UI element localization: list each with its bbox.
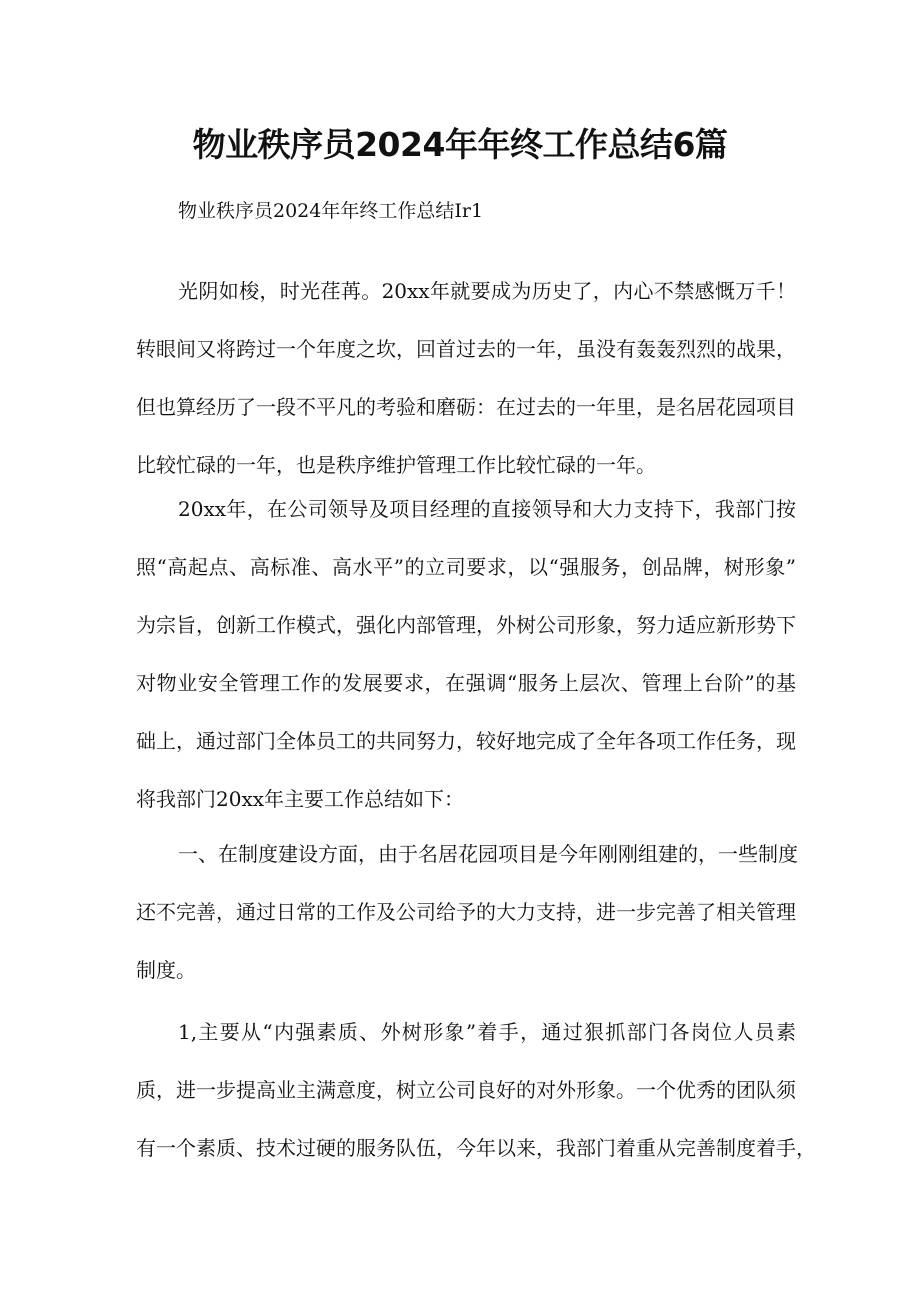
paragraph-line: 对物业安全管理工作的发展要求，在强调“服务上层次、管理上台阶”的基 xyxy=(136,671,796,695)
paragraph-line: 为宗旨，创新工作模式，强化内部管理，外树公司形象，努力适应新形势下 xyxy=(136,613,796,637)
paragraph-line: 20xx年，在公司领导及项目经理的直接领导和大力支持下，我部门按 xyxy=(178,497,796,521)
paragraph-line: 光阴如梭，时光荏苒。20xx年就要成为历史了，内心不禁感慨万千！ xyxy=(178,279,796,303)
paragraph-3 xyxy=(136,825,796,999)
paragraph-line: 但也算经历了一段不平凡的考验和磨砺：在过去的一年里，是名居花园项目 xyxy=(136,395,796,419)
paragraph-line: 础上，通过部门全体员工的共同努力，较好地完成了全年各项工作任务，现 xyxy=(136,729,796,753)
paragraph-line: 照“高起点、高标准、高水平”的立司要求，以“强服务，创品牌，树形象” xyxy=(136,555,796,579)
paragraph-line: 比较忙碌的一年，也是秩序维护管理工作比较忙碌的一年。 xyxy=(136,453,656,477)
document-title: 物业秩序员2024年年终工作总结6篇 xyxy=(192,125,728,164)
paragraph-4 xyxy=(136,1003,816,1177)
paragraph-2 xyxy=(136,480,796,828)
paragraph-line: 有一个素质、技术过硬的服务队伍，今年以来，我部门着重从完善制度着手， xyxy=(136,1136,816,1160)
paragraph-line: 1,主要从“内强素质、外树形象”着手，通过狠抓部门各岗位人员素 xyxy=(178,1020,796,1044)
paragraph-1 xyxy=(136,262,796,494)
paragraph-line: 将我部门20xx年主要工作总结如下： xyxy=(136,787,465,811)
paragraph-line: 制度。 xyxy=(136,958,196,982)
paragraph-line: 质，进一步提高业主满意度，树立公司良好的对外形象。一个优秀的团队须 xyxy=(136,1078,796,1102)
paragraph-line: 转眼间又将跨过一个年度之坎，回首过去的一年，虽没有轰轰烈烈的战果， xyxy=(136,337,796,361)
paragraph-line: 还不完善，通过日常的工作及公司给予的大力支持，进一步完善了相关管理 xyxy=(136,900,796,924)
paragraph-line: 一、在制度建设方面，由于名居花园项目是今年刚刚组建的，一些制度 xyxy=(178,842,798,866)
document-subtitle: 物业秩序员2024年年终工作总结Ir1 xyxy=(178,200,484,222)
